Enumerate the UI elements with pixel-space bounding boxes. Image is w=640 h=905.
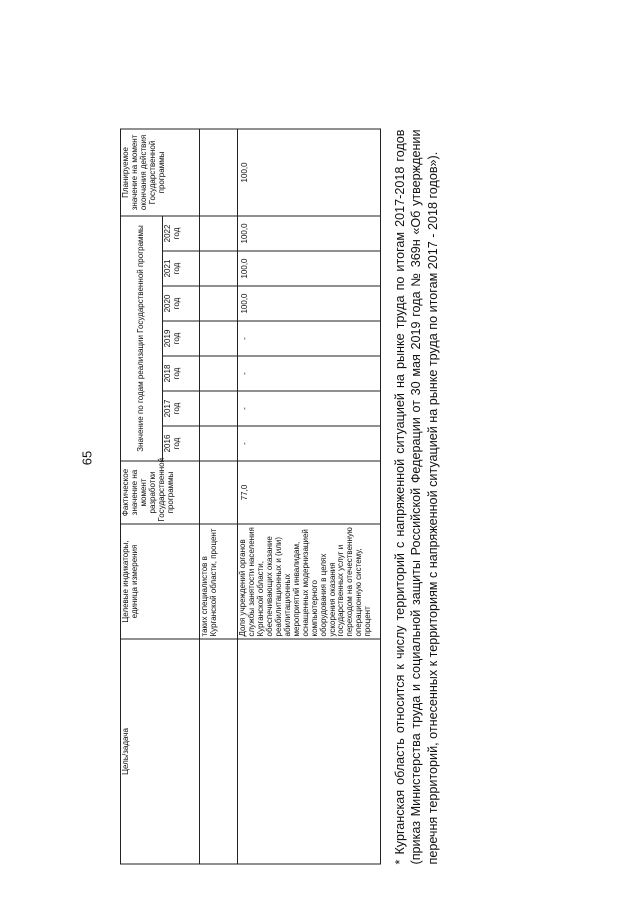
cell-indicator: таких специалистов в Курганской области, процент xyxy=(200,524,238,639)
rotated-content xyxy=(120,130,510,865)
header-actual: Фактическое значение на момент разработки Государственной программы xyxy=(121,461,200,524)
header-goal: Цель/задача xyxy=(121,639,200,864)
cell-planned: 100,0 xyxy=(238,129,381,216)
header-year: 2022 год xyxy=(163,216,200,251)
cell-goal xyxy=(238,639,381,864)
cell-value: - xyxy=(238,321,381,356)
indicators-table xyxy=(120,128,381,864)
cell-value: - xyxy=(238,426,381,461)
cell-value xyxy=(200,321,238,356)
cell-value xyxy=(200,356,238,391)
cell-value xyxy=(200,216,238,251)
cell-value xyxy=(200,286,238,321)
header-year: 2016 год xyxy=(163,426,200,461)
footnote: * Курганская область относится к числу территорий с напряженной ситуацией на рынке труда по итогам 2017-2018 годов (приказ Министерства труда и социальной защиты Российской Федерации от 30 мая 2019 года № 369н «Об утверждении перечня территорий, отнесенных к территориям с напряженной ситуацией на рынке труда по итогам 2017 - 2018 годов»). xyxy=(393,129,440,865)
cell-planned xyxy=(200,129,238,216)
header-planned: Планируемое значение на момент окончания действия Государственной программы xyxy=(121,129,200,216)
cell-value: 100,0 xyxy=(238,216,381,251)
table-row xyxy=(238,129,381,864)
cell-value xyxy=(200,426,238,461)
header-year: 2017 год xyxy=(163,391,200,426)
cell-value xyxy=(200,251,238,286)
header-by-years: Значение по годам реализации Государственной программы xyxy=(121,216,163,461)
cell-goal xyxy=(200,639,238,864)
header-indicator: Целевые индикаторы, единица измерения xyxy=(121,524,200,639)
cell-value: 100,0 xyxy=(238,251,381,286)
cell-indicator: Доля учреждений органов службы занятости населения Курганской области, обеспечивающих оказание реабилитационных и (или) абилитационных мероприятий инвалидам, оснащенных модернизацией компьютерного оборудования в целях ускорения оказания государственных услуг и переходом на отечественную операционную систему, процент xyxy=(238,524,381,639)
cell-value xyxy=(200,391,238,426)
cell-value: - xyxy=(238,356,381,391)
header-year: 2020 год xyxy=(163,286,200,321)
header-year: 2018 год xyxy=(163,356,200,391)
header-year: 2021 год xyxy=(163,251,200,286)
cell-value: - xyxy=(238,391,381,426)
header-year: 2019 год xyxy=(163,321,200,356)
table-row xyxy=(200,129,238,864)
page-number: 65 xyxy=(79,450,95,466)
cell-actual xyxy=(200,461,238,524)
cell-actual: 77,0 xyxy=(238,461,381,524)
cell-value: 100,0 xyxy=(238,286,381,321)
